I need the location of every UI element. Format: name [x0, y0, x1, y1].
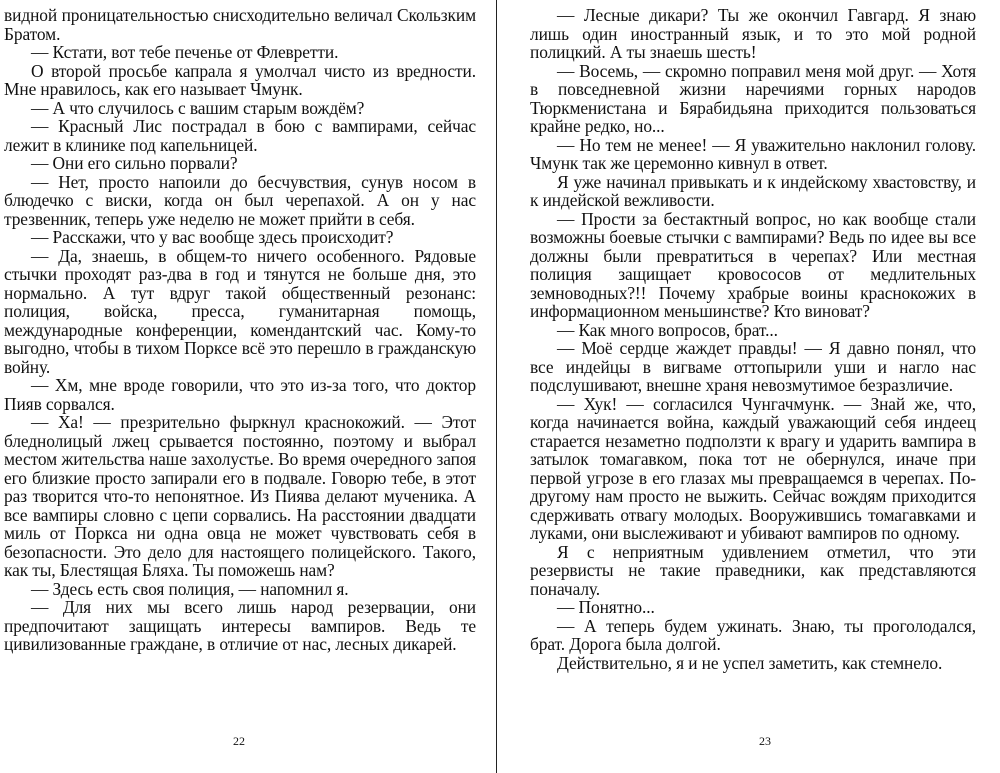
- right-page: [530, 6, 976, 672]
- paragraph: — Как много вопросов, брат...: [557, 319, 778, 340]
- paragraph: — Моё сердце жаждет правды! — Я давно понял, что все индейцы в вигваме оттопырили уши и нагло нас подслушивают, внешне храня невозмутимое безразличие.: [530, 338, 976, 395]
- paragraph: — Красный Лис пострадал в бою с вампирами, сейчас лежит в клинике под капельницей.: [4, 116, 476, 155]
- paragraph: — А что случилось с вашим старым вождём?: [31, 97, 365, 118]
- left-page-number: 22: [233, 734, 245, 748]
- paragraph: — Восемь, — скромно поправил меня мой друг. — Хотя в повседневной жизни наречиями горных народов Тюркменистана и Бярабидьяна приходится пользоваться крайне редко, но...: [530, 60, 976, 136]
- paragraph: — Прости за бестактный вопрос, но как вообще стали возможны боевые стычки с вампирами? Ведь по идее вы все должны были превратиться в черепах? Или местная полиция защищает кровососов от медлительных земноводных?!! Почему храбрые воины краснокожих в информационном меньшинстве? Кто виноват?: [530, 208, 976, 321]
- paragraph: — Для них мы всего лишь народ резервации, они предпочитают защищать интересы вампиров. Ведь те цивилизованные граждане, в отличие от нас, лесных дикарей.: [4, 597, 476, 654]
- paragraph: — Расскажи, что у вас вообще здесь происходит?: [31, 227, 394, 247]
- paragraph: — Кстати, вот тебе печенье от Флевретти.: [31, 42, 339, 62]
- paragraph: — Да, знаешь, в общем-то ничего особенного. Рядовые стычки проходят раз-два в год и тянутся не больше дня, это нормально. А тут вдруг такой общественный резонанс: полиция, войска, пресса, гуманитарная помощь, международные конференции, комендантский час. Кому-то выгодно, чтобы в тихом Порксе всё это перешло в гражданскую войну.: [4, 245, 476, 377]
- left-page-text: [4, 6, 476, 654]
- paragraph: — Ха! — презрительно фыркнул краснокожий. — Этот бледнолицый лжец срывается постоянно, поэтому и выбрал местом жительства наше захолустье. Во время очередного запоя его близкие просто запирали его в подвале. Говорю тебе, в этот раз творится что-то непонятное. Из Пиява делают мученика. А все вампиры словно с цепи сорвались. На расстоянии двадцати миль от Поркса ни одна овца не может чувствовать себя в безопасности. Это дело для настоящего полицейского. Такого, как ты, Блестящая Бляха. Ты поможешь нам?: [4, 412, 476, 580]
- paragraph: Действительно, я и не успел заметить, как стемнело.: [557, 652, 943, 673]
- paragraph: Я уже начинал привыкать и к индейскому хвастовству, и к индейской вежливости.: [530, 171, 976, 210]
- paragraph: — Хм, мне вроде говорили, что это из-за того, что доктор Пияв сорвался.: [4, 375, 476, 414]
- paragraph: — Хук! — согласился Чунгачмунк. — Знай же, что, когда начинается война, каждый уважающий себя индеец старается незаметно подползти к врагу и ударить вампира в затылок томагавком, пока тот не обернулся, иначе при первой угрозе в его глазах мы превращаемся в черепах. По-другому нам просто не выжить. Сейчас вождям приходится сдерживать отвагу молодых. Вооружившись томагавками и луками, они выслеживают и убивают вампиров по одному.: [530, 393, 976, 543]
- paragraph: — Они его сильно порвали?: [31, 153, 238, 173]
- paragraph: — Понятно...: [557, 597, 655, 617]
- paragraph: — Нет, просто напоили до бесчувствия, сунув носом в блюдечко с виски, когда он был черепахой. А он у нас трезвенник, теперь уже неделю не может прийти в себя.: [4, 171, 476, 229]
- paragraph: — Лесные дикари? Ты же окончил Гавгард. Я знаю лишь один иностранный язык, и то это мой родной полицкий. А ты знаешь шесть!: [530, 5, 976, 62]
- left-page: [4, 6, 476, 654]
- paragraph: — Но тем не менее! — Я уважительно наклонил голову. Чмунк так же церемонно кивнул в ответ.: [530, 134, 976, 173]
- paragraph: — А теперь будем ужинать. Знаю, ты проголодался, брат. Дорога была долгой.: [530, 615, 976, 654]
- right-page-number: 23: [759, 734, 771, 748]
- paragraph: — Здесь есть своя полиция, — напомнил я.: [31, 578, 349, 599]
- page-gutter-divider: [496, 0, 497, 773]
- paragraph: О второй просьбе капрала я умолчал чисто из вредности. Мне нравилось, как его называет Чмунк.: [4, 60, 476, 99]
- paragraph: видной проницательностью снисходительно величал Скользким Братом.: [4, 5, 476, 44]
- right-page-text: [530, 6, 976, 672]
- paragraph: Я с неприятным удивлением отметил, что эти резервисты не такие праведники, как представляются поначалу.: [530, 541, 976, 599]
